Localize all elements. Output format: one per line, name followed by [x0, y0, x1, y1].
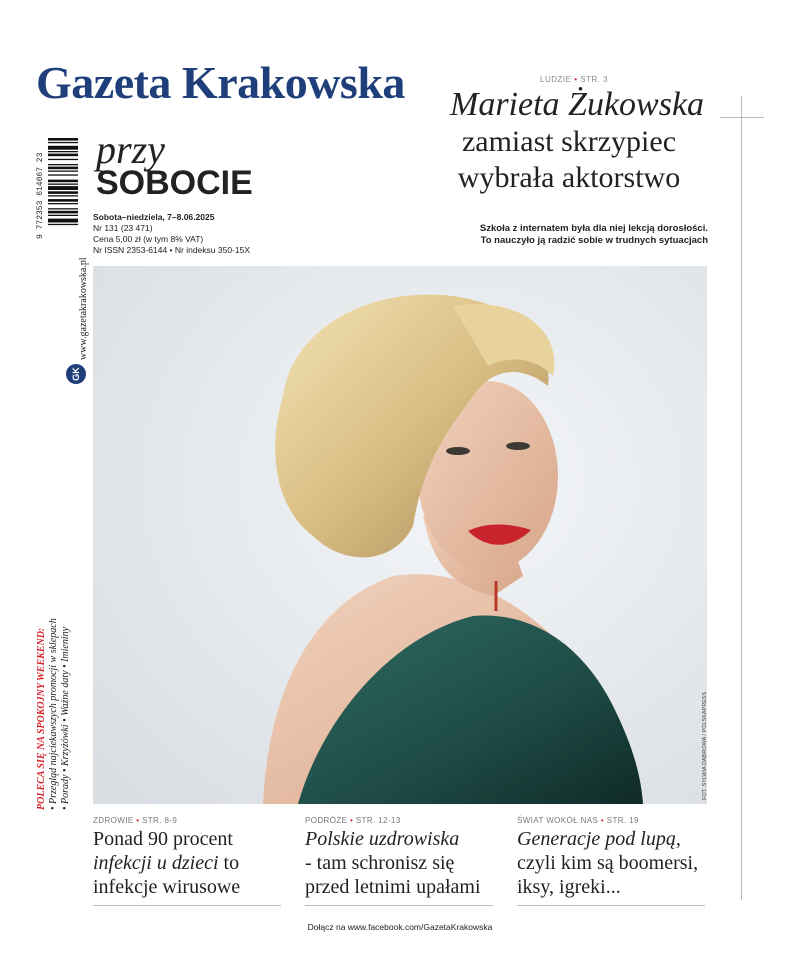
edition-number: Nr 131 (23 471) [93, 223, 153, 233]
barcode-bar [48, 164, 78, 165]
supplement-sobocie: SOBOCIE [96, 164, 253, 202]
lead-line-1: Szkoła z internatem była dla niej lekcją dorosłości. [479, 223, 708, 234]
crop-mark-horizontal [720, 117, 764, 118]
barcode-bar [48, 219, 78, 223]
teaser-kicker [305, 816, 493, 825]
barcode-bar [48, 184, 78, 185]
teaser-line-2: - tam schronisz się [305, 852, 455, 874]
teaser-section: ŚWIAT WOKÓŁ NAS [517, 816, 599, 825]
teaser-line-2 [93, 851, 281, 875]
teaser-kicker [93, 816, 281, 825]
kicker-section: LUDZIE [540, 75, 572, 84]
recommends-line-1: • Przegląd najciekawszych promocji w sklepach [48, 618, 59, 810]
teaser-podroze[interactable] [305, 816, 493, 906]
barcode-bar [48, 215, 78, 216]
teaser-line-1-italic: Polskie uzdrowiska [305, 828, 460, 850]
barcode-bar [48, 211, 78, 214]
headline-lead [460, 223, 708, 247]
teaser-headline [305, 827, 493, 899]
barcode-bar [48, 171, 78, 172]
teaser-separator: • [349, 816, 354, 825]
barcode-bar [48, 199, 78, 202]
barcode-bar [48, 203, 78, 204]
teaser-line-2: czyli kim są boomersi, [517, 852, 699, 874]
headline-subhead[interactable] [444, 124, 694, 196]
barcode-bar [48, 180, 78, 183]
teaser-page: STR. 19 [606, 816, 639, 825]
barcode-bar [48, 159, 78, 160]
teaser-headline [517, 827, 705, 899]
edition-issn: Nr ISSN 2353-6144 • Nr indeksu 350-15X [93, 245, 251, 255]
crop-mark-vertical [741, 96, 742, 140]
teaser-line-3: infekcje wirusowe [93, 876, 241, 898]
teaser-section: PODRÓŻE [305, 816, 348, 825]
teaser-zdrowie[interactable] [93, 816, 281, 906]
teaser-separator: • [600, 816, 605, 825]
barcode-bar [48, 174, 78, 175]
edition-info [93, 212, 250, 256]
barcode-bar [48, 191, 78, 194]
barcode-digits-text: 9 772353 614067 23 [36, 152, 45, 240]
supplement-przy: przy [96, 127, 165, 172]
barcode-bar [48, 186, 78, 190]
barcode-bar [48, 151, 78, 152]
weekend-recommends [36, 620, 76, 810]
headline-kicker [540, 75, 608, 84]
barcode-bar [48, 224, 78, 225]
teaser-line-3: przed letnimi upałami [305, 876, 481, 898]
teaser-separator: • [136, 816, 140, 825]
subhead-line-1: zamiast skrzypiec [461, 125, 677, 158]
teaser-rule [93, 905, 281, 906]
footer-facebook-link[interactable]: Dołącz na www.facebook.com/GazetaKrakowska [307, 922, 493, 932]
teaser-line-3: iksy, igreki... [517, 876, 621, 898]
teaser-page: STR. 12-13 [355, 816, 401, 825]
kicker-page: STR. 3 [580, 75, 609, 84]
teaser-rule [305, 905, 493, 906]
teaser-page: STR. 8-9 [142, 816, 178, 825]
kicker-separator: • [574, 75, 578, 84]
lead-line-2: To nauczyło ją radzić sobie w trudnych sytuacjach [480, 235, 708, 246]
teaser-kicker [517, 816, 705, 825]
teaser-line-2-rest: to [218, 852, 240, 874]
cover-photo-illustration [93, 266, 707, 804]
teaser-line-2-italic: infekcji u dzieci [93, 852, 219, 874]
barcode-bar [48, 142, 78, 143]
barcode-bar [48, 146, 78, 150]
barcode-bar [48, 154, 78, 157]
headline-name[interactable]: Marieta Żukowska [450, 86, 705, 123]
teaser-line-1 [305, 827, 493, 851]
barcode-bar [48, 138, 78, 141]
barcode-bar [48, 208, 78, 209]
teaser-line-1-italic: Generacje pod lupą, [517, 828, 681, 850]
recommends-line-2: • Porady • Krzyżówki • Ważne daty • Imieniny [60, 626, 71, 810]
recommends-title: POLECA SIĘ NA SPOKOJNY WEEKEND: [36, 627, 47, 810]
gk-logo-icon: GK [66, 364, 86, 384]
cover-photo [93, 266, 707, 804]
teaser-line-1: Ponad 90 procent [93, 828, 233, 850]
barcode-bar [48, 167, 78, 170]
masthead-title: Gazeta Krakowska [36, 57, 405, 108]
teaser-section: ZDROWIE [93, 816, 134, 825]
right-margin-rule [741, 140, 742, 900]
photo-credit: FOT. SYLWIA DĄBROWA / POLSKAPRESS [702, 691, 708, 800]
subhead-line-2: wybrała aktorstwo [457, 161, 681, 194]
edition-price: Cena 5,00 zł (w tym 8% VAT) [93, 234, 204, 244]
barcode-bar [48, 195, 78, 196]
teaser-headline [93, 827, 281, 899]
edition-date: Sobota–niedziela, 7–8.06.2025 [93, 212, 215, 222]
website-url[interactable]: www.gazetakrakowska.pl [78, 257, 89, 360]
teaser-swiat-wokol-nas[interactable] [517, 816, 705, 906]
teaser-line-1 [517, 827, 705, 851]
teaser-rule [517, 905, 705, 906]
barcode-digits [36, 138, 48, 254]
